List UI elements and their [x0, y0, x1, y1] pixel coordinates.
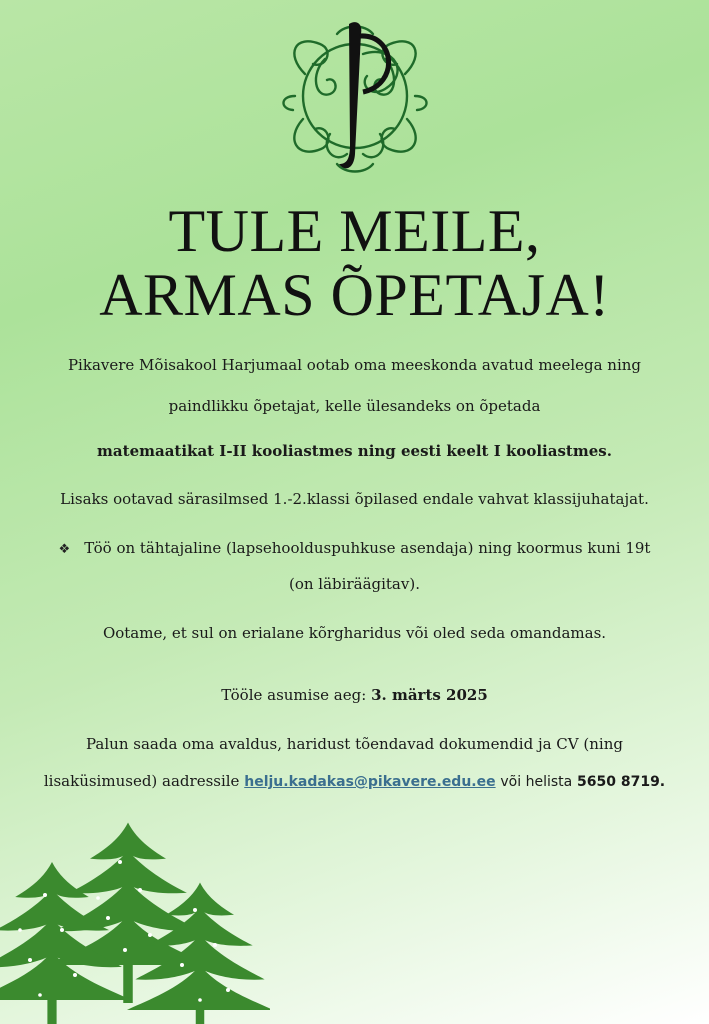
- education-text: Ootame, et sul on erialane kõrgharidus või oled seda omandamas.: [102, 624, 607, 642]
- phone-number: 5650 8719.: [577, 774, 666, 790]
- start-date: [0, 686, 709, 704]
- class-teacher-text: Lisaks ootavad särasilmsed 1.-2.klassi õpilased endale vahvat klassijuhatajat.: [60, 490, 649, 508]
- subjects-text: matemaatikat I-II kooliastmes ning eesti keelt I kooliastmes.: [97, 442, 612, 460]
- page-title-line-2: ARMAS ÕPETAJA!: [99, 262, 610, 328]
- start-date-value: 3. märts 2025: [371, 686, 488, 704]
- diamond-bullet-icon: ❖: [58, 542, 71, 557]
- email-link[interactable]: helju.kadakas@pikavere.edu.ee: [244, 774, 496, 790]
- apply-prefix: lisaküsimused) aadressile: [43, 772, 240, 790]
- monogram-logo: [275, 14, 435, 179]
- apply-line-2: [0, 772, 709, 790]
- apply-line-1: Palun saada oma avaldus, haridust tõendavad dokumendid ja CV (ning: [86, 735, 623, 753]
- christmas-trees-illustration: [0, 800, 270, 1024]
- page-title-line-1: TULE MEILE,: [168, 198, 541, 264]
- bullet-line-2: (on läbiräägitav).: [289, 575, 420, 593]
- bullet-line-1: Töö on tähtajaline (lapsehoolduspuhkuse asendaja) ning koormus kuni 19t: [84, 539, 651, 557]
- intro-line-1: Pikavere Mõisakool Harjumaal ootab oma meeskonda avatud meelega ning: [67, 356, 642, 374]
- bullet-item: [0, 539, 709, 557]
- or-call-text: või helista: [500, 774, 573, 790]
- intro-line-2: paindlikku õpetajat, kelle ülesandeks on õpetada: [168, 397, 541, 415]
- start-date-label: Tööle asumise aeg:: [221, 686, 367, 704]
